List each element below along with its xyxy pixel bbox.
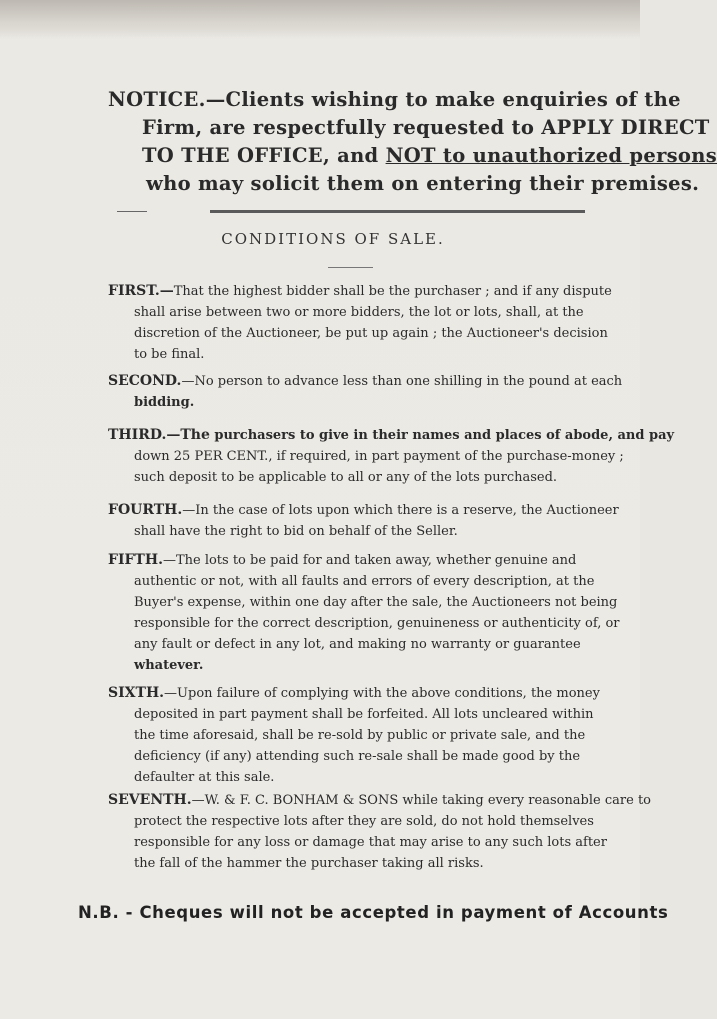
heading-divider: [328, 267, 373, 268]
condition-fifth-lead: FIFTH.: [108, 552, 163, 568]
condition-sixth-line-3: the time aforesaid, shall be re-sold by public or private sale, and the: [134, 728, 586, 743]
condition-sixth-line-1: —Upon failure of complying with the above conditions, the money: [164, 686, 600, 701]
condition-second: [108, 371, 623, 413]
condition-second-line-1: —No person to advance less than one shilling in the pound at each: [181, 374, 623, 389]
divider-short: [117, 211, 147, 212]
condition-fourth-line-1: —In the case of lots upon which there is a reserve, the Auctioneer: [182, 503, 619, 518]
condition-fifth-line-4: responsible for the correct description, genuineness or authenticity of, or: [134, 616, 620, 631]
condition-second-lead: SECOND.: [108, 373, 182, 389]
divider-long: [210, 210, 585, 213]
condition-sixth-line-4: deficiency (if any) attending such re-sale shall be made good by the: [134, 749, 581, 764]
cheques-notice: N.B. - Cheques will not be accepted in payment of Accounts: [78, 903, 669, 922]
condition-fifth-line-2: authentic or not, with all faults and errors of every description, at the: [134, 574, 595, 589]
notice-line-3-prefix: TO THE OFFICE, and: [142, 144, 386, 167]
condition-seventh: [108, 790, 651, 874]
notice-block: [108, 86, 717, 198]
condition-third-line-3: such deposit to be applicable to all or any of the lots purchased.: [134, 470, 558, 485]
notice-line-3: [108, 142, 717, 170]
condition-sixth-lead: SIXTH.: [108, 685, 165, 701]
condition-first-lead: FIRST.—: [108, 283, 174, 299]
condition-seventh-line-4: the fall of the hammer the purchaser taking all risks.: [134, 856, 484, 871]
condition-first-line-3: discretion of the Auctioneer, be put up again ; the Auctioneer's decision: [134, 326, 608, 341]
condition-fourth-line-2: shall have the right to bid on behalf of the Seller.: [134, 524, 458, 539]
condition-seventh-line-3: responsible for any loss or damage that may arise to any such lots after: [134, 835, 607, 850]
condition-third-lead: THIRD.—The: [108, 427, 210, 443]
notice-line-2: Firm, are respectfully requested to APPLY DIRECT: [142, 116, 710, 139]
notice-line-3-underlined: NOT to unauthorized persons: [385, 144, 717, 167]
condition-first-line-4: to be final.: [134, 347, 205, 362]
condition-fifth-line-1: —The lots to be paid for and taken away, whether genuine and: [162, 553, 577, 568]
conditions-heading: CONDITIONS OF SALE.: [221, 230, 445, 248]
condition-fifth-line-3: Buyer's expense, within one day after the sale, the Auctioneers not being: [134, 595, 618, 610]
condition-fifth-line-5: any fault or defect in any lot, and making no warranty or guarantee: [134, 637, 581, 652]
condition-second-line-2: bidding.: [134, 395, 195, 410]
condition-third-line-1: purchasers to give in their names and places of abode, and pay: [209, 428, 675, 443]
torn-top-edge: [0, 0, 640, 38]
condition-fifth-line-6: whatever.: [134, 658, 204, 673]
condition-sixth-line-2: deposited in part payment shall be forfeited. All lots uncleared within: [134, 707, 594, 722]
condition-sixth-line-5: defaulter at this sale.: [134, 770, 275, 785]
condition-first-line-2: shall arise between two or more bidders, the lot or lots, shall, at the: [134, 305, 584, 320]
condition-seventh-lead: SEVENTH.: [108, 792, 192, 808]
condition-seventh-line-1: —W. & F. C. BONHAM & SONS while taking every reasonable care to: [191, 793, 651, 808]
condition-third-line-2: down 25 PER CENT., if required, in part payment of the purchase-money ;: [134, 449, 624, 464]
notice-line-4: who may solicit them on entering their premises.: [146, 172, 700, 195]
condition-seventh-line-2: protect the respective lots after they are sold, do not hold themselves: [134, 814, 594, 829]
notice-line-1: NOTICE.—Clients wishing to make enquiries of the: [108, 88, 681, 111]
condition-third: [108, 425, 675, 488]
condition-first-line-1: That the highest bidder shall be the purchaser ; and if any dispute: [173, 284, 612, 299]
condition-fourth-lead: FOURTH.: [108, 502, 183, 518]
condition-first: [108, 281, 612, 365]
condition-fifth: [108, 550, 620, 676]
condition-sixth: [108, 683, 600, 788]
condition-fourth: [108, 500, 619, 542]
